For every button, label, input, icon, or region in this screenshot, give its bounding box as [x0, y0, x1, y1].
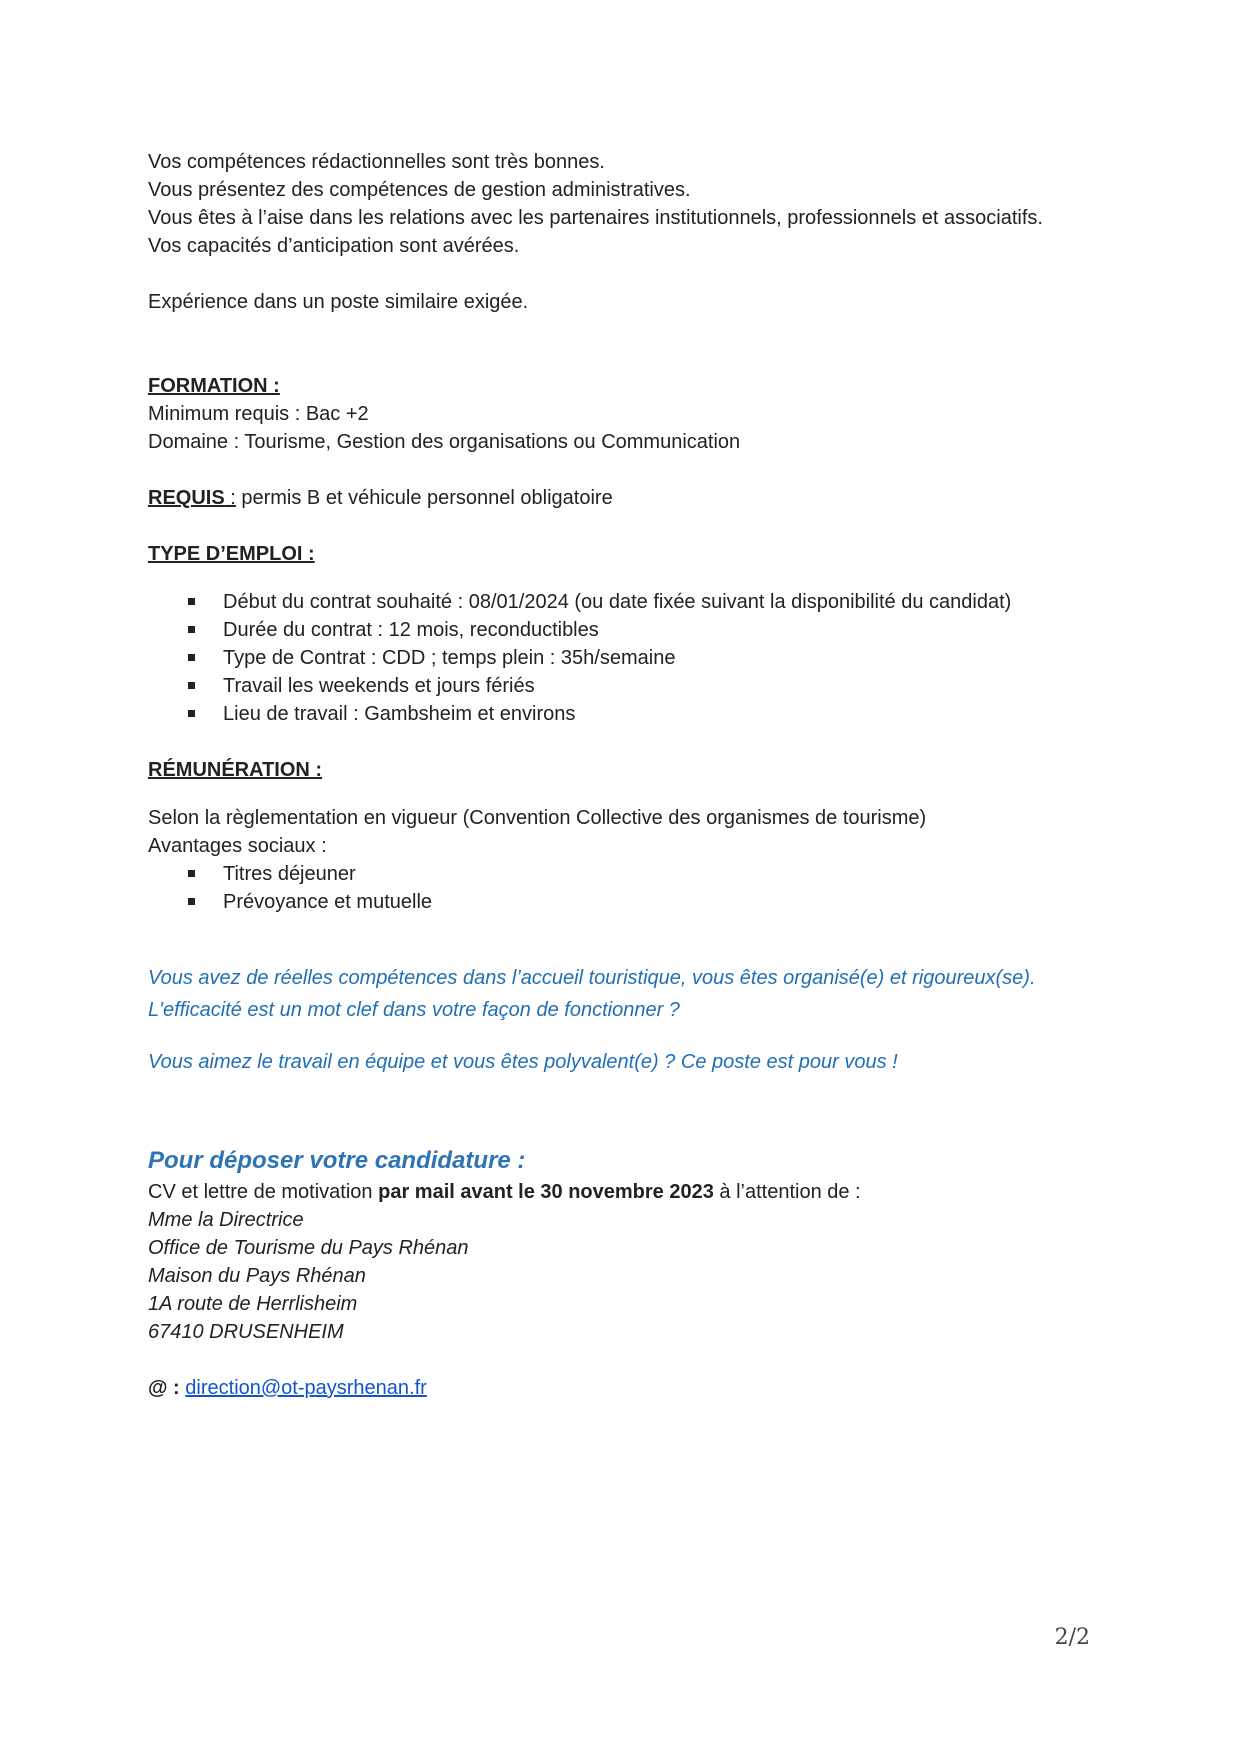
remuneration-heading: RÉMUNÉRATION :: [148, 759, 323, 781]
intro-line-3: Vous êtes à l’aise dans les relations avec les partenaires institutionnels, professionnels et associatifs.: [148, 207, 1043, 229]
candidature-deadline: par mail avant le 30 novembre 2023: [378, 1181, 714, 1203]
list-item: Type de Contrat : CDD ; temps plein : 35h/semaine: [148, 644, 1108, 672]
document-page: [148, 148, 1108, 1402]
pitch-line-1: Vous avez de réelles compétences dans l’accueil touristique, vous êtes organisé(e) et rigoureux(se).: [148, 967, 1036, 989]
list-item: Début du contrat souhaité : 08/01/2024 (ou date fixée suivant la disponibilité du candidat): [148, 588, 1108, 616]
requis-heading: REQUIS: [148, 487, 225, 509]
list-item: Durée du contrat : 12 mois, reconductibles: [148, 616, 1108, 644]
candidature-text-after: à l’attention de :: [713, 1181, 861, 1203]
avantages-label: Avantages sociaux :: [148, 835, 327, 857]
email-link[interactable]: direction@ot-paysrhenan.fr: [185, 1377, 427, 1399]
requis-line: [148, 484, 1108, 512]
remuneration-text: Selon la règlementation en vigueur (Convention Collective des organismes de tourisme): [148, 807, 927, 829]
list-item: Titres déjeuner: [148, 860, 1108, 888]
email-line: [148, 1374, 1108, 1402]
candidature-title: Pour déposer votre candidature :: [148, 1147, 526, 1174]
candidature-text: [148, 1178, 1108, 1206]
formation-heading: FORMATION :: [148, 375, 280, 397]
formation-domaine: Domaine : Tourisme, Gestion des organisations ou Communication: [148, 431, 741, 453]
page-number: 2/2: [1054, 1625, 1090, 1650]
type-emploi-heading: TYPE D’EMPLOI :: [148, 543, 315, 565]
intro-line-4: Vos capacités d’anticipation sont avérées.: [148, 235, 520, 257]
pitch-line-3: Vous aimez le travail en équipe et vous êtes polyvalent(e) ? Ce poste est pour vous !: [148, 1051, 898, 1073]
requis-text: permis B et véhicule personnel obligatoire: [235, 487, 613, 509]
candidature-text-before: CV et lettre de motivation: [148, 1181, 379, 1203]
intro-line-1: Vos compétences rédactionnelles sont très bonnes.: [148, 151, 605, 173]
address-line: 1A route de Herrlisheim: [148, 1293, 358, 1315]
intro-line-2: Vous présentez des compétences de gestion administratives.: [148, 179, 691, 201]
pitch-line-2: L'efficacité est un mot clef dans votre façon de fonctionner ?: [148, 999, 680, 1021]
formation-minimum: Minimum requis : Bac +2: [148, 403, 369, 425]
list-item: Lieu de travail : Gambsheim et environs: [148, 700, 1108, 728]
address-line: 67410 DRUSENHEIM: [148, 1321, 344, 1343]
requis-separator: :: [224, 487, 236, 509]
address-line: Maison du Pays Rhénan: [148, 1265, 366, 1287]
email-prefix: @ :: [148, 1377, 180, 1399]
experience-text: Expérience dans un poste similaire exigée.: [148, 291, 529, 313]
avantages-list: [148, 860, 1108, 916]
address-line: Office de Tourisme du Pays Rhénan: [148, 1237, 469, 1259]
list-item: Prévoyance et mutuelle: [148, 888, 1108, 916]
address-line: Mme la Directrice: [148, 1209, 304, 1231]
type-emploi-list: [148, 588, 1108, 728]
list-item: Travail les weekends et jours fériés: [148, 672, 1108, 700]
